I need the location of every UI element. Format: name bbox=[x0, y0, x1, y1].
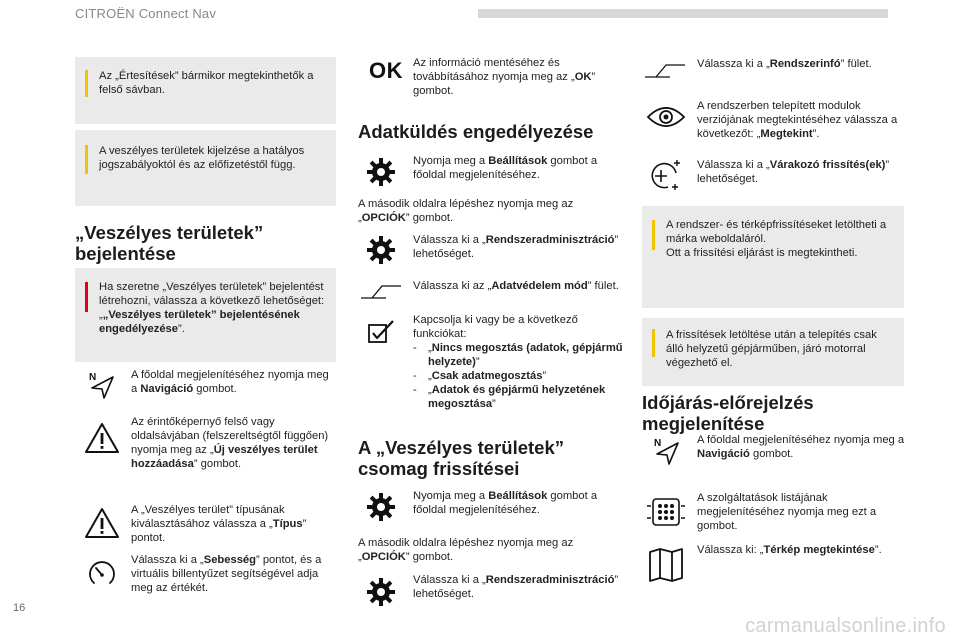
note-install-updates: A frissítések letöltése után a telepítés csak álló helyzetű gépjárműben, járó motorral végezhető el. bbox=[642, 318, 904, 386]
navigation-icon[interactable] bbox=[85, 370, 119, 400]
step-add-zone: Az érintőképernyő felső vagy oldalsávjában (felszereltségtől függően) nyomja meg az „Új veszélyes terület hozzáadása” gombot. bbox=[131, 416, 329, 470]
step-type: A „Veszélyes terület” típusának kiválasztásához válassza a „Típus” pontot. bbox=[131, 504, 307, 544]
warning-triangle-icon[interactable] bbox=[82, 505, 122, 541]
update-plus-icon[interactable] bbox=[646, 158, 686, 194]
step-pending-updates: Válassza ki a „Várakozó frissítés(ek)” lehetőséget. bbox=[697, 159, 890, 185]
page-number: 16 bbox=[13, 602, 26, 614]
step-privacy-tab: Válassza ki az „Adatvédelem mód” fület. bbox=[413, 280, 619, 292]
note-download-updates: A rendszer- és térképfrissítéseket letöltheti a márka weboldaláról. Ott a frissítési eljárást is megtekintheti. bbox=[642, 206, 904, 308]
header-title: CITROËN Connect Nav bbox=[75, 6, 217, 21]
settings-gear-icon[interactable] bbox=[362, 233, 400, 267]
svg-text:N: N bbox=[89, 372, 97, 383]
step-ok: Az információ mentéséhez és továbbításához nyomja meg az „OK” gombot. bbox=[413, 57, 596, 97]
header-bar bbox=[478, 9, 888, 18]
step-sysinfo-tab: Válassza ki a „Rendszerinfó” fület. bbox=[697, 58, 872, 70]
note-legal-text: A veszélyes területek kijelzése a hatályos jogszabályoktól és az előfizetéstől függ. bbox=[99, 145, 305, 171]
note-legal bbox=[75, 130, 336, 206]
tab-icon[interactable] bbox=[358, 283, 404, 301]
apps-icon[interactable] bbox=[644, 494, 688, 530]
step-settings-1: Nyomja meg a Beállítások gombot a főoldal megjelenítéséhez. bbox=[413, 155, 598, 181]
ok-icon[interactable]: OK bbox=[369, 58, 403, 83]
checkbox-icon[interactable] bbox=[362, 318, 400, 346]
note-notifications bbox=[75, 57, 336, 124]
navigation-icon[interactable] bbox=[650, 436, 684, 466]
settings-gear-icon[interactable] bbox=[362, 155, 400, 189]
svg-text:N: N bbox=[654, 438, 662, 449]
warning-triangle-icon[interactable] bbox=[82, 420, 122, 456]
step-services-list: A szolgáltatások listájának megjelenítéséhez nyomja meg ezt a gombot. bbox=[697, 492, 877, 532]
step-navigation: A főoldal megjelenítéséhez nyomja meg a Navigáció gombot. bbox=[131, 369, 329, 395]
heading-danger-zones: „Veszélyes területek” bejelentése bbox=[75, 222, 264, 264]
map-icon[interactable] bbox=[646, 546, 686, 584]
heading-data-sending: Adatküldés engedélyezése bbox=[358, 121, 594, 142]
heading-weather: Időjárás-előrejelzés megjelenítése bbox=[642, 392, 814, 434]
step-view-modules: A rendszerben telepített modulok verziójának megtekintéséhez válassza a következőt: „Megtekint”. bbox=[697, 100, 898, 140]
step-view-map: Válassza ki: „Térkép megtekintése”. bbox=[697, 544, 882, 556]
step-settings-2: Nyomja meg a Beállítások gombot a főoldal megjelenítéséhez. bbox=[413, 490, 598, 516]
step-toggle-functions: Kapcsolja ki vagy be a következő funkciókat: - „Nincs megosztás (adatok, gépjármű helyzete)” - „Csak adatmegosztás” - „Adatok és gépjármű helyzetének megosztása” bbox=[413, 314, 623, 410]
speedometer-icon[interactable] bbox=[84, 557, 120, 589]
watermark: carmanualsonline.info bbox=[745, 615, 946, 637]
note-notifications-text: Az „Értesítések” bármikor megtekinthetők a felső sávban. bbox=[99, 70, 314, 96]
warning-bold: „Veszélyes területek” bejelentésének engedélyezése bbox=[99, 309, 300, 335]
para-options-1: A második oldalra lépéshez nyomja meg az „OPCIÓK” gombot. bbox=[358, 198, 574, 224]
heading-package-updates: A „Veszélyes területek” csomag frissítései bbox=[358, 437, 565, 479]
settings-gear-icon[interactable] bbox=[362, 575, 400, 609]
warning-note: Ha szeretne „Veszélyes területek” bejelentést létrehozni, válassza a következő lehetőséget: „„Veszélyes területek” bejelentésének engedélyezése”. bbox=[75, 268, 336, 362]
option-data-and-position: - „Adatok és gépjármű helyzetének megosztása” bbox=[413, 384, 606, 410]
step-sysadmin-1: Válassza ki a „Rendszeradminisztráció” lehetőséget. bbox=[413, 234, 619, 260]
settings-gear-icon[interactable] bbox=[362, 490, 400, 524]
option-no-sharing: - „Nincs megosztás (adatok, gépjármű helyzete)” bbox=[413, 342, 623, 368]
step-navigation-weather: A főoldal megjelenítéséhez nyomja meg a Navigáció gombot. bbox=[697, 434, 905, 460]
para-options-2: A második oldalra lépéshez nyomja meg az „OPCIÓK” gombot. bbox=[358, 537, 574, 563]
step-sysadmin-2: Válassza ki a „Rendszeradminisztráció” lehetőséget. bbox=[413, 574, 619, 600]
step-speed: Válassza ki a „Sebesség” pontot, és a virtuális billentyűzet segítségével adja meg az értékét. bbox=[131, 554, 322, 594]
option-data-only: - „Csak adatmegosztás” bbox=[413, 370, 547, 382]
tab-icon[interactable] bbox=[642, 62, 688, 80]
eye-icon[interactable] bbox=[644, 103, 688, 131]
